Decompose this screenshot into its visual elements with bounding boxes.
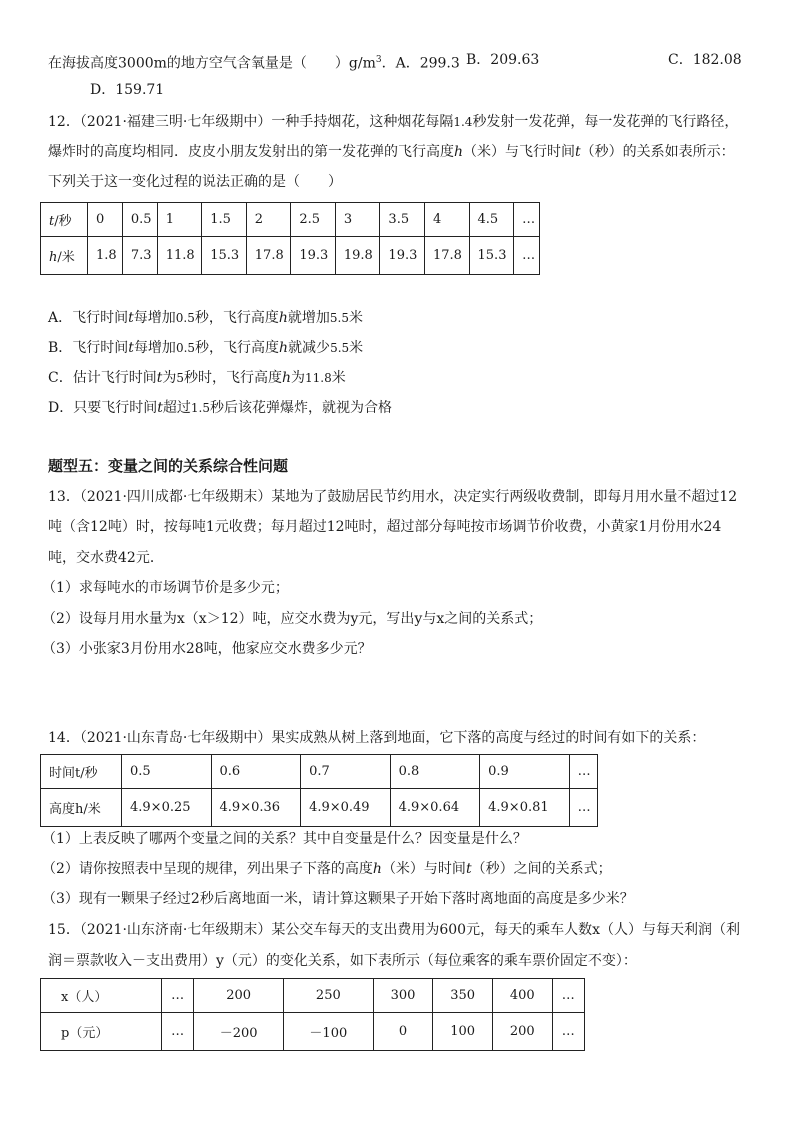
var-h: h (454, 144, 464, 160)
q14-table (40, 754, 598, 827)
q13-sub-3: （3）小张家3月份用水28吨，他家应交水费多少元？ (42, 641, 372, 657)
q12-text: （米）与飞行时间 (463, 144, 576, 160)
table-cell: 3.5 (380, 203, 425, 237)
table-cell: 4.9×0.64 (390, 789, 480, 827)
q13-line-2: 吨（含12吨）时，按每吨1元收费；每月超过12吨时，超过部分每吨按市场调节价收费，小黄家1月份用水24 (48, 519, 722, 535)
q14-line-1: 14．（2021·山东青岛·七年级期中）果实成熟从树上落到地面，它下落的高度与经过的时间有如下的关系： (48, 730, 706, 746)
unit-superscript: 3 (375, 55, 382, 65)
table-cell: … (514, 237, 540, 275)
table-cell: 4.9×0.49 (301, 789, 391, 827)
table-cell: … (569, 755, 597, 789)
table-row (41, 203, 540, 237)
table-cell: 1 (157, 203, 202, 237)
table-cell: 0.9 (480, 755, 570, 789)
table-cell: 17.8 (246, 237, 291, 275)
table-cell: 0.5 (122, 203, 157, 237)
q14-sub-2: （2）请你按照表中呈现的规律，列出果子下落的高度h（米）与时间t（秒）之间的关系式； (42, 861, 612, 877)
table-cell: 0.6 (211, 755, 301, 789)
table-cell: 0.5 (122, 755, 212, 789)
q12-text: 秒发射一发花弹，每一发花弹的飞行路径， (472, 114, 739, 130)
q14-sub-3: （3）现有一颗果子经过2秒后离地面一米，请计算这颗果子开始下落时离地面的高度是多少米？ (42, 891, 634, 907)
table-cell: 19.3 (291, 237, 336, 275)
table-cell: 4.9×0.25 (122, 789, 212, 827)
table-cell: 200 (492, 1013, 552, 1051)
table-header-h: h/米 (41, 237, 88, 275)
q12-line-2 (48, 142, 735, 162)
section-heading: 题型五：变量之间的关系综合性问题 (48, 457, 289, 475)
q12-text: 12．（2021·福建三明·七年级期中）一种手持烟花，这种烟花每隔 (48, 114, 454, 130)
table-cell: 4.9×0.36 (211, 789, 301, 827)
table-header-t: t/秒 (41, 203, 88, 237)
q13-line-1: 13．（2021·四川成都·七年级期末）某地为了鼓励居民节约用水，决定实行两级收费制，即每月用水量不超过12 (48, 489, 738, 505)
table-cell: 4 (424, 203, 469, 237)
table-cell: －100 (284, 1013, 374, 1051)
table-cell: 3 (335, 203, 380, 237)
table-cell: … (552, 1013, 584, 1051)
table-header: p（元） (41, 1013, 162, 1051)
table-cell: 15.3 (202, 237, 247, 275)
table-cell: 1.5 (202, 203, 247, 237)
option-c: C．182.08 (668, 52, 742, 68)
q12-text: （秒）的关系如表所示： (580, 144, 735, 160)
q15-table (40, 978, 585, 1051)
table-cell: 19.3 (380, 237, 425, 275)
table-cell: －200 (194, 1013, 284, 1051)
q12-option-a: A．飞行时间t每增加0.5秒，飞行高度h就增加5.5米 (48, 310, 363, 326)
q13-sub-2: （2）设每月用水量为x（x＞12）吨，应交水费为y元，写出y与x之间的关系式； (42, 611, 543, 627)
table-header: x（人） (41, 979, 162, 1013)
q12-text: 爆炸时的高度均相同．皮皮小朋友发射出的第一发花弹的飞行高度 (48, 144, 454, 160)
table-cell: 4.5 (469, 203, 514, 237)
table-header: 时间t/秒 (41, 755, 122, 789)
q12-option-d: D．只要飞行时间t超过1.5秒后该花弹爆炸，就视为合格 (48, 400, 392, 416)
table-cell: 200 (194, 979, 284, 1013)
option-a: ．A．299.3 (381, 55, 460, 72)
table-cell: 2.5 (291, 203, 336, 237)
option-b: B．209.63 (466, 52, 540, 68)
table-cell: 0.8 (390, 755, 480, 789)
prev-question-line (48, 50, 742, 74)
table-cell: 400 (492, 979, 552, 1013)
q13-sub-1: （1）求每吨水的市场调节价是多少元； (42, 580, 289, 596)
table-cell: 11.8 (157, 237, 202, 275)
q12-line-3: 下列关于这一变化过程的说法正确的是（ ） (48, 174, 342, 190)
table-row (41, 1013, 585, 1051)
table-cell: 100 (433, 1013, 493, 1051)
q12-interval: 1.4 (453, 115, 473, 129)
table-cell: 15.3 (469, 237, 514, 275)
q14-sub-1: （1）上表反映了哪两个变量之间的关系？其中自变量是什么？因变量是什么？ (42, 831, 527, 847)
q15-line-2: 润＝票款收入－支出费用）y（元）的变化关系，如下表所示（每位乘客的乘车票价固定不变）： (48, 953, 637, 969)
table-cell: 17.8 (424, 237, 469, 275)
table-cell: 0 (373, 1013, 433, 1051)
q12-option-c: C．估计飞行时间t为5秒时，飞行高度h为11.8米 (48, 370, 346, 386)
table-cell: … (514, 203, 540, 237)
q13-line-3: 吨，交水费42元． (48, 550, 164, 566)
table-cell: 0.7 (301, 755, 391, 789)
table-cell: 0 (88, 203, 123, 237)
table-cell: 350 (433, 979, 493, 1013)
table-cell: … (569, 789, 597, 827)
table-row (41, 789, 598, 827)
table-cell: 300 (373, 979, 433, 1013)
table-row (41, 979, 585, 1013)
q15-line-1: 15．（2021·山东济南·七年级期末）某公交车每天的支出费用为600元，每天的乘车人数x（人）与每天利润（利 (48, 922, 740, 938)
table-cell: 1.8 (88, 237, 123, 275)
prev-question-text: 在海拔高度3000m的地方空气含氧量是（ ）g/m (48, 55, 376, 72)
table-row (41, 237, 540, 275)
table-cell: 19.8 (335, 237, 380, 275)
q12-table (40, 202, 540, 275)
q12-option-b: B．飞行时间t每增加0.5秒，飞行高度h就减少5.5米 (48, 340, 364, 356)
table-cell: 7.3 (122, 237, 157, 275)
table-cell: … (552, 979, 584, 1013)
table-cell: … (162, 979, 194, 1013)
option-d: D．159.71 (90, 82, 165, 98)
table-cell: 250 (284, 979, 374, 1013)
table-cell: 4.9×0.81 (480, 789, 570, 827)
var-t: t (575, 144, 581, 160)
q12-line-1 (48, 112, 738, 132)
table-row (41, 755, 598, 789)
table-cell: 2 (246, 203, 291, 237)
table-header: 高度h/米 (41, 789, 122, 827)
table-cell: … (162, 1013, 194, 1051)
